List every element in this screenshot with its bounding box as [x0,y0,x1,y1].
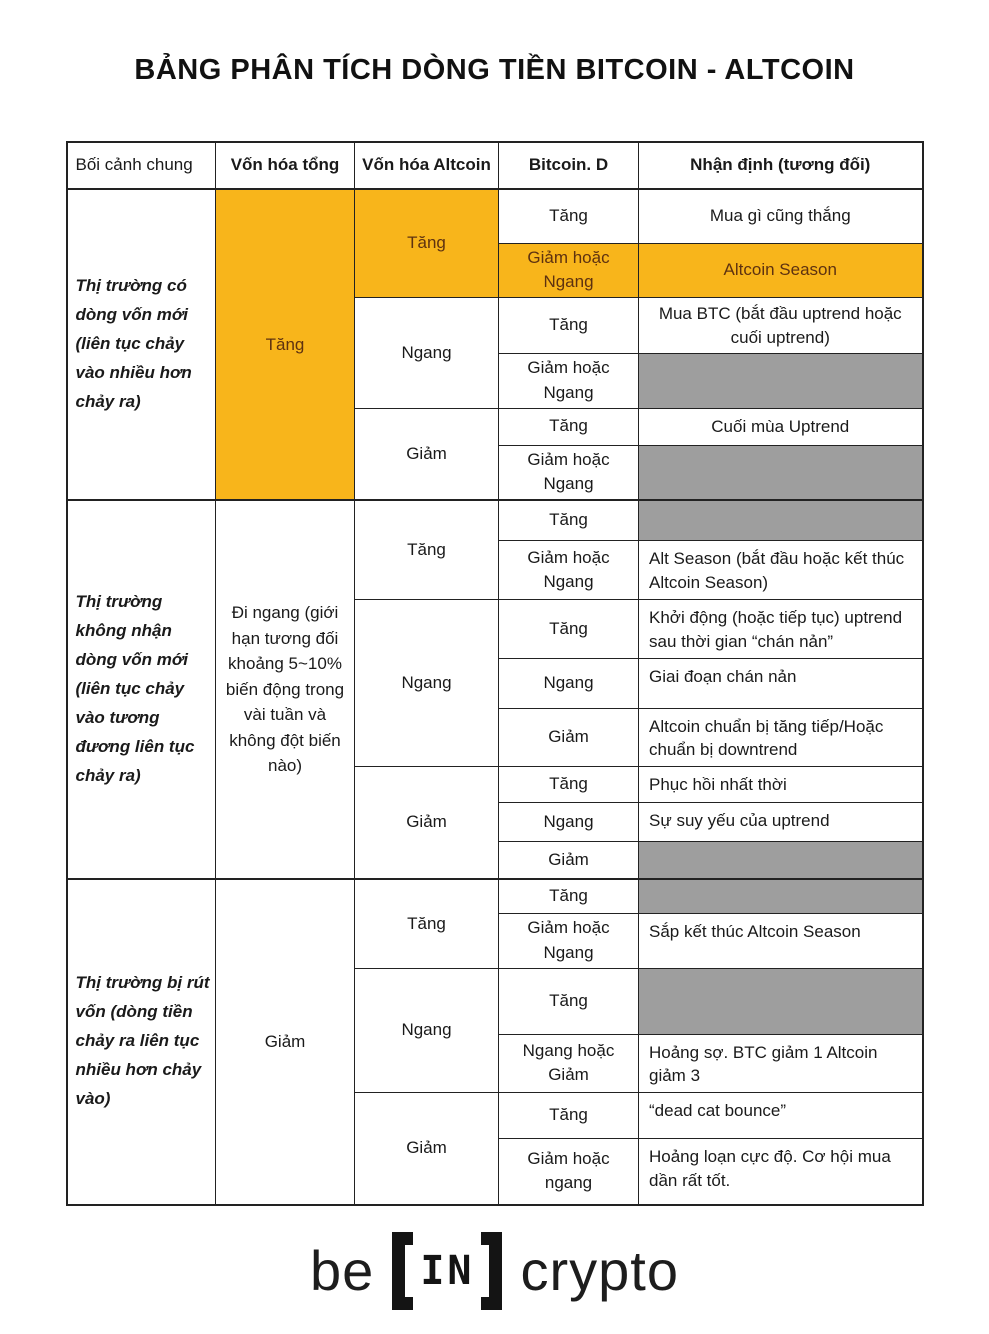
remark-cell: Mua BTC (bắt đầu uptrend hoặc cuối uptrend) [639,297,923,354]
remark-cell: Sự suy yếu của uptrend [639,803,923,842]
col-header: Vốn hóa tổng [216,142,355,189]
bitcoin-d-cell: Tăng [499,408,639,445]
bitcoin-d-cell: Tăng [499,1093,639,1139]
altcoin-cap-cell: Ngang [355,297,499,408]
col-header: Bitcoin. D [499,142,639,189]
bitcoin-d-cell: Ngang [499,658,639,708]
bitcoin-d-cell: Tăng [499,500,639,541]
col-header: Bối cảnh chung [67,142,216,189]
altcoin-cap-cell: Tăng [355,879,499,968]
infographic-page [0,54,989,1310]
remark-cell [639,500,923,541]
header-row [67,142,923,189]
remark-cell: Altcoin chuẩn bị tăng tiếp/Hoặc chuẩn bị downtrend [639,708,923,767]
altcoin-cap-cell: Giảm [355,1093,499,1205]
altcoin-cap-cell: Giảm [355,767,499,879]
bitcoin-d-cell: Giảm hoặc Ngang [499,914,639,968]
remark-cell: Khởi động (hoặc tiếp tục) uptrend sau thời gian “chán nản” [639,600,923,659]
remark-cell [639,445,923,500]
analysis-table [66,141,924,1206]
bitcoin-d-cell: Ngang [499,803,639,842]
context-cell: Thị trường bị rút vốn (dòng tiền chảy ra liên tục nhiều hơn chảy vào) [67,879,216,1205]
context-cell: Thị trường không nhận dòng vốn mới (liên tục chảy vào tương đương liên tục chảy ra) [67,500,216,879]
bitcoin-d-cell: Tăng [499,189,639,243]
bitcoin-d-cell: Tăng [499,767,639,803]
remark-cell [639,879,923,914]
brand-in: IN [420,1247,475,1294]
remark-cell: Sắp kết thúc Altcoin Season [639,914,923,968]
bitcoin-d-cell: Tăng [499,879,639,914]
remark-cell: “dead cat bounce” [639,1093,923,1139]
remark-cell: Altcoin Season [639,243,923,297]
altcoin-cap-cell: Ngang [355,968,499,1093]
remark-cell: Mua gì cũng thắng [639,189,923,243]
remark-cell [639,968,923,1034]
col-header: Nhận định (tương đối) [639,142,923,189]
total-cap-cell: Giảm [216,879,355,1205]
bitcoin-d-cell: Tăng [499,297,639,354]
bitcoin-d-cell: Giảm hoặc Ngang [499,243,639,297]
remark-cell [639,842,923,879]
right-bracket-icon [481,1232,502,1310]
table-row [67,500,923,541]
table-row [67,189,923,243]
table-row [67,879,923,914]
remark-cell: Cuối mùa Uptrend [639,408,923,445]
bitcoin-d-cell: Giảm hoặc Ngang [499,354,639,408]
col-header: Vốn hóa Altcoin [355,142,499,189]
altcoin-cap-cell: Giảm [355,408,499,500]
remark-cell [639,354,923,408]
brand-logo [0,1232,989,1310]
brand-crypto: crypto [520,1239,679,1303]
total-cap-cell: Tăng [216,189,355,500]
remark-cell: Hoảng loạn cực độ. Cơ hội mua dần rất tốt. [639,1139,923,1205]
page-title: BẢNG PHÂN TÍCH DÒNG TIỀN BITCOIN - ALTCOIN [134,54,855,86]
bitcoin-d-cell: Giảm [499,842,639,879]
brand-be: be [310,1239,375,1303]
remark-cell: Phục hồi nhất thời [639,767,923,803]
bitcoin-d-cell: Giảm hoặc Ngang [499,445,639,500]
altcoin-cap-cell: Tăng [355,189,499,297]
bitcoin-d-cell: Giảm [499,708,639,767]
altcoin-cap-cell: Ngang [355,600,499,767]
total-cap-cell: Đi ngang (giới hạn tương đối khoảng 5~10% biến động trong vài tuần và không đột biến nào) [216,500,355,879]
left-bracket-icon [392,1232,413,1310]
bitcoin-d-cell: Tăng [499,968,639,1034]
bitcoin-d-cell: Ngang hoặc Giảm [499,1034,639,1093]
altcoin-cap-cell: Tăng [355,500,499,600]
context-cell: Thị trường có dòng vốn mới (liên tục chảy vào nhiều hơn chảy ra) [67,189,216,500]
remark-cell: Alt Season (bắt đầu hoặc kết thúc Altcoin Season) [639,541,923,600]
table-body [67,189,923,1205]
brand-in-brackets [392,1232,502,1310]
remark-cell: Giai đoạn chán nản [639,658,923,708]
remark-cell: Hoảng sợ. BTC giảm 1 Altcoin giảm 3 [639,1034,923,1093]
bitcoin-d-cell: Giảm hoặc ngang [499,1139,639,1205]
bitcoin-d-cell: Tăng [499,600,639,659]
bitcoin-d-cell: Giảm hoặc Ngang [499,541,639,600]
